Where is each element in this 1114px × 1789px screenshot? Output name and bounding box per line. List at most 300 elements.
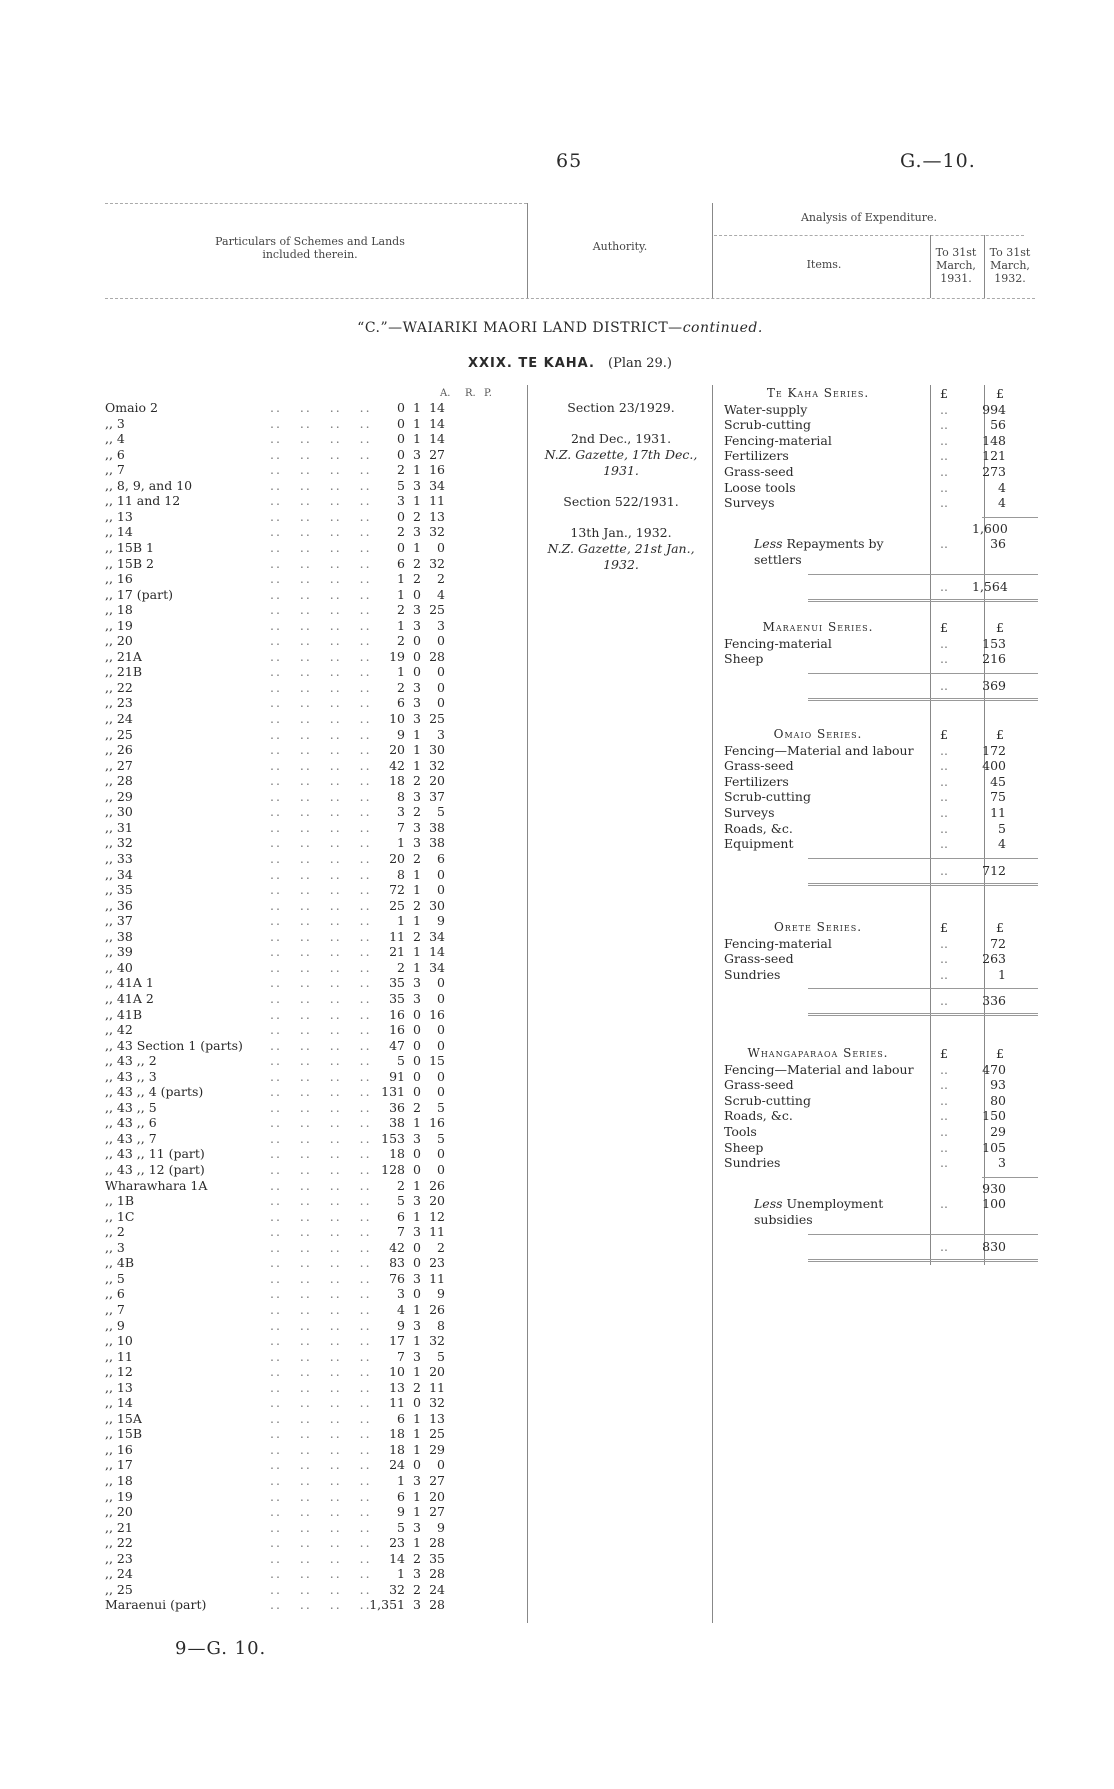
- leader-dots: .. .. .. ..: [270, 1193, 372, 1209]
- area-perches: 14: [429, 415, 445, 431]
- leader-dots: .. .. .. ..: [270, 400, 372, 415]
- block-name: ,, 18: [105, 1473, 133, 1488]
- area-roods: 0: [413, 633, 421, 649]
- expense-1932: 4: [998, 479, 1006, 495]
- block-name: ,, 14: [105, 1395, 133, 1411]
- area-perches: 32: [429, 757, 445, 773]
- leader-dots: .. .. .. ..: [270, 819, 372, 835]
- block-name: ,, 7: [105, 1301, 125, 1317]
- less-deduction-value: 100: [982, 1196, 1006, 1212]
- block-name: ,, 40: [105, 959, 133, 975]
- area-acres: 1: [397, 571, 405, 587]
- area-acres: 1: [397, 664, 405, 680]
- area-perches: 32: [429, 1395, 445, 1411]
- area-perches: 9: [437, 913, 445, 929]
- leader-dots: .. .. .. ..: [270, 602, 372, 618]
- area-roods: 0: [413, 1037, 421, 1053]
- header-authority: Authority.: [592, 240, 648, 253]
- block-name: ,, 43 ,, 2: [105, 1053, 157, 1069]
- area-acres: 18: [389, 773, 405, 789]
- expense-1931: ..: [940, 432, 948, 448]
- block-name: ,, 16: [105, 1441, 133, 1457]
- expense-1932: 45: [990, 773, 1006, 789]
- expense-item-label: Fertilizers: [724, 773, 789, 789]
- block-row: [105, 1473, 525, 1489]
- area-perches: 9: [437, 1286, 445, 1302]
- area-roods: 1: [413, 1177, 421, 1193]
- area-perches: 11: [429, 1270, 445, 1286]
- block-name: ,, 4: [105, 431, 125, 447]
- block-name: ,, 39: [105, 944, 133, 960]
- subtotal-rule: [982, 517, 1038, 518]
- area-roods: 0: [413, 664, 421, 680]
- area-perches: 3: [437, 726, 445, 742]
- area-roods: 3: [413, 446, 421, 462]
- area-perches: 16: [429, 462, 445, 478]
- total-rule-top: [808, 858, 1038, 859]
- area-roods: 2: [413, 928, 421, 944]
- currency-1931: £: [940, 386, 948, 401]
- area-roods: 0: [413, 1286, 421, 1302]
- block-row: [105, 1411, 525, 1427]
- expense-item-label: Tools: [724, 1124, 757, 1139]
- series-total: 712: [982, 862, 1006, 878]
- area-perches: 0: [437, 1457, 445, 1473]
- area-acres: 9: [397, 726, 405, 742]
- expense-1931: ..: [940, 495, 948, 511]
- expense-1931: ..: [940, 935, 948, 951]
- leader-dots: .. .. .. ..: [270, 664, 372, 680]
- leader-dots: .. .. .. ..: [270, 524, 372, 540]
- area-acres: 3: [397, 804, 405, 820]
- block-name: ,, 43 ,, 4 (parts): [105, 1084, 204, 1100]
- expense-item-label: Fencing—Material and labour: [724, 742, 914, 758]
- area-perches: 11: [429, 493, 445, 509]
- leader-dots: .. .. .. ..: [270, 773, 372, 789]
- header-analysis: Analysis of Expenditure.: [800, 211, 937, 224]
- leader-dots: .. .. .. ..: [270, 1566, 372, 1582]
- area-roods: 1: [413, 1301, 421, 1317]
- leader-dots: .. .. .. ..: [270, 1410, 372, 1426]
- expense-1931: ..: [940, 1061, 948, 1077]
- area-acres: 3: [397, 493, 405, 509]
- block-name: ,, 12: [105, 1364, 133, 1380]
- expense-1932: 29: [990, 1124, 1006, 1139]
- area-acres: 0: [397, 446, 405, 462]
- area-acres: 17: [389, 1333, 405, 1348]
- expense-1932: 172: [982, 742, 1006, 758]
- area-perches: 38: [429, 835, 445, 851]
- total-rule-top: [808, 988, 1038, 989]
- area-acres: 16: [389, 1006, 405, 1022]
- leader-dots: .. .. .. ..: [270, 1550, 372, 1566]
- block-name: ,, 22: [105, 1535, 133, 1551]
- area-acres: 72: [389, 882, 405, 898]
- area-perches: 12: [429, 1208, 445, 1224]
- block-row: [105, 680, 525, 696]
- area-perches: 16: [429, 1006, 445, 1022]
- expense-1931: ..: [940, 758, 948, 774]
- block-row: [105, 1193, 525, 1209]
- expense-item-label: Scrub-cutting: [724, 789, 811, 805]
- leader-dots: .. .. .. ..: [270, 1224, 372, 1240]
- leader-dots: .. .. .. ..: [270, 446, 372, 462]
- area-roods: 1: [413, 726, 421, 742]
- area-roods: 1: [413, 1364, 421, 1380]
- area-acres: 2: [397, 524, 405, 540]
- expense-item-label: Grass-seed: [724, 1077, 794, 1093]
- block-name: ,, 21B: [105, 664, 143, 680]
- scheme-heading: [360, 352, 780, 371]
- area-roods: 3: [413, 1270, 421, 1286]
- block-name: Maraenui (part): [105, 1597, 207, 1613]
- area-acres: 13: [389, 1379, 405, 1395]
- area-roods: 1: [413, 415, 421, 431]
- less-1931: ..: [940, 536, 948, 552]
- area-perches: 30: [429, 742, 445, 758]
- series-total-1931: ..: [940, 862, 948, 878]
- block-name: ,, 38: [105, 928, 133, 944]
- less-deduction-value: 36: [990, 536, 1006, 552]
- block-name: ,, 24: [105, 1566, 133, 1582]
- block-name: ,, 14: [105, 524, 133, 540]
- expense-1931: ..: [940, 773, 948, 789]
- leader-dots: .. .. .. ..: [270, 975, 372, 991]
- area-perches: 5: [437, 1099, 445, 1115]
- expense-1931: ..: [940, 1092, 948, 1108]
- block-row: [105, 400, 525, 416]
- leader-dots: .. .. .. ..: [270, 1084, 372, 1100]
- leader-dots: .. .. .. ..: [270, 477, 372, 493]
- area-acres: 1: [397, 586, 405, 602]
- area-acres: 47: [389, 1037, 405, 1053]
- expense-item-label: Fencing—Material and labour: [724, 1061, 914, 1077]
- block-name: ,, 43 ,, 6: [105, 1115, 157, 1131]
- area-perches: 32: [429, 1333, 445, 1348]
- leader-dots: .. .. .. ..: [270, 897, 372, 913]
- area-roods: 1: [413, 742, 421, 758]
- series-title: Maraenui Series.: [762, 620, 874, 634]
- block-row: [105, 1333, 525, 1349]
- area-acres: 20: [389, 851, 405, 866]
- expense-1931: ..: [940, 479, 948, 495]
- area-roods: 2: [413, 1550, 421, 1566]
- header-divider-3: [930, 235, 931, 298]
- area-acres: 24: [389, 1457, 405, 1473]
- block-row: [105, 602, 525, 618]
- blocks-list: [105, 400, 525, 1625]
- currency-1932: £: [996, 620, 1004, 635]
- block-name: ,, 25: [105, 726, 133, 742]
- area-roods: 0: [413, 1146, 421, 1162]
- block-row: [105, 804, 525, 820]
- block-row: [105, 758, 525, 774]
- area-roods: 3: [413, 1193, 421, 1209]
- leader-dots: .. .. .. ..: [270, 617, 372, 633]
- area-perches: 29: [429, 1441, 445, 1457]
- block-row: [105, 711, 525, 727]
- leader-dots: .. .. .. ..: [270, 1130, 372, 1146]
- area-acres: 10: [389, 1364, 405, 1380]
- expense-1931: ..: [940, 1139, 948, 1155]
- block-row: [105, 1395, 525, 1411]
- series-total-1931: ..: [940, 677, 948, 693]
- expense-item-label: Sundries: [724, 1155, 781, 1171]
- series-title: Orete Series.: [773, 920, 863, 934]
- series-total-1931: ..: [940, 578, 948, 594]
- area-roods: 3: [413, 679, 421, 695]
- expense-1931: ..: [940, 464, 948, 479]
- leader-dots: .. .. .. ..: [270, 1488, 372, 1504]
- area-perches: 0: [437, 1084, 445, 1100]
- leader-dots: .. .. .. ..: [270, 1053, 372, 1069]
- area-acres: 14: [389, 1550, 405, 1566]
- less-1931: ..: [940, 1196, 948, 1212]
- area-perches: 28: [429, 1597, 445, 1613]
- leader-dots: .. .. .. ..: [270, 835, 372, 851]
- area-acres: 0: [397, 540, 405, 555]
- header-divider-2: [712, 203, 713, 298]
- header-divider-4: [984, 235, 985, 298]
- leader-dots: .. .. .. ..: [270, 1286, 372, 1302]
- leader-dots: .. .. .. ..: [270, 1348, 372, 1364]
- area-roods: 0: [413, 1053, 421, 1069]
- area-roods: 3: [413, 524, 421, 540]
- block-row: [105, 447, 525, 463]
- header-col-1932: To 31st March, 1932.: [989, 246, 1031, 285]
- leader-dots: .. .. .. ..: [270, 1068, 372, 1084]
- body-divider-2: [712, 385, 713, 1623]
- leader-dots: .. .. .. ..: [270, 742, 372, 758]
- area-perches: 20: [429, 1193, 445, 1209]
- block-row: [105, 633, 525, 649]
- leader-dots: .. .. .. ..: [270, 1364, 372, 1380]
- block-row: [105, 820, 525, 836]
- area-perches: 0: [437, 882, 445, 898]
- expense-1932: 400: [982, 758, 1006, 774]
- leader-dots: .. .. .. ..: [270, 415, 372, 431]
- leader-dots: .. .. .. ..: [270, 1239, 372, 1255]
- area-acres: 7: [397, 819, 405, 835]
- leader-dots: .. .. .. ..: [270, 555, 372, 571]
- area-roods: 0: [413, 648, 421, 664]
- currency-1932: £: [996, 1046, 1004, 1061]
- authority-6-text: N.Z. Gazette, 21st Jan., 1932.: [547, 541, 695, 572]
- area-perches: 11: [429, 1224, 445, 1240]
- area-acres: 38: [389, 1115, 405, 1131]
- expense-item-label: Fertilizers: [724, 448, 789, 464]
- area-perches: 3: [437, 617, 445, 633]
- area-roods: 2: [413, 1099, 421, 1115]
- block-row: [105, 649, 525, 665]
- expense-1932: 121: [982, 448, 1006, 464]
- block-row: [105, 540, 525, 556]
- expense-1932: 56: [990, 417, 1006, 433]
- leader-dots: .. .. .. ..: [270, 757, 372, 773]
- expenditure-series: [718, 380, 1038, 1280]
- block-name: ,, 15B 2: [105, 555, 154, 571]
- area-roods: 3: [413, 711, 421, 726]
- block-name: ,, 23: [105, 695, 133, 711]
- block-name: ,, 3: [105, 1239, 125, 1255]
- area-perches: 0: [437, 695, 445, 711]
- header-col-1931: To 31st March, 1931.: [935, 246, 977, 285]
- area-roods: 1: [413, 400, 421, 415]
- block-row: [105, 1489, 525, 1505]
- area-roods: 3: [413, 477, 421, 493]
- block-row: [105, 960, 525, 976]
- currency-1931: £: [940, 727, 948, 742]
- block-row: [105, 773, 525, 789]
- area-perches: 24: [429, 1581, 445, 1597]
- area-perches: 27: [429, 1473, 445, 1488]
- leader-dots: .. .. .. ..: [270, 1504, 372, 1519]
- block-name: ,, 8, 9, and 10: [105, 477, 193, 493]
- block-name: ,, 3: [105, 415, 125, 431]
- area-acres: 2: [397, 633, 405, 649]
- header-divider-1: [527, 203, 528, 298]
- area-roods: 1: [413, 1208, 421, 1224]
- block-name: ,, 43 ,, 7: [105, 1130, 157, 1146]
- area-roods: 1: [413, 462, 421, 478]
- area-perches: 15: [429, 1053, 445, 1069]
- area-perches: 37: [429, 788, 445, 804]
- authority-2: 2nd Dec., 1931.: [570, 431, 672, 446]
- block-row: [105, 1504, 525, 1520]
- expense-item-label: Equipment: [724, 836, 794, 852]
- expense-1932: 11: [990, 805, 1006, 820]
- block-row: [105, 742, 525, 758]
- expense-item-label: Grass-seed: [724, 758, 794, 774]
- area-perches: 20: [429, 1488, 445, 1504]
- block-name: ,, 21: [105, 1519, 133, 1535]
- block-name: ,, 5: [105, 1270, 125, 1286]
- series-title: Te Kaha Series.: [766, 386, 870, 400]
- area-perches: 34: [429, 477, 445, 493]
- less-deduction-label: Less Repayments by settlers: [754, 536, 884, 567]
- area-acres: 25: [389, 897, 405, 913]
- expense-1931: ..: [940, 805, 948, 820]
- area-perches: 25: [429, 602, 445, 618]
- expense-1932: 80: [990, 1092, 1006, 1108]
- area-perches: 35: [429, 1550, 445, 1566]
- area-acres: 0: [397, 400, 405, 415]
- header-items: Items.: [806, 258, 842, 271]
- leader-dots: .. .. .. ..: [270, 462, 372, 478]
- block-name: ,, 37: [105, 913, 133, 929]
- block-row: [105, 1551, 525, 1567]
- area-roods: 1: [413, 757, 421, 773]
- block-row: [105, 556, 525, 572]
- block-name: ,, 30: [105, 804, 133, 820]
- body-divider-1: [527, 385, 528, 1623]
- area-roods: 0: [413, 1068, 421, 1084]
- area-perches: 32: [429, 524, 445, 540]
- block-row: [105, 1209, 525, 1225]
- area-roods: 2: [413, 897, 421, 913]
- currency-1931: £: [940, 920, 948, 935]
- expense-1931: ..: [940, 417, 948, 433]
- area-acres: 1,351: [369, 1597, 405, 1613]
- leader-dots: .. .. .. ..: [270, 711, 372, 726]
- area-acres: 4: [397, 1301, 405, 1317]
- header-bottom-rule: [105, 298, 1035, 299]
- scheme-title: XXIX. TE KAHA.: [468, 356, 595, 371]
- expense-1931: ..: [940, 1077, 948, 1093]
- series-total: 369: [982, 677, 1006, 693]
- leader-dots: .. .. .. ..: [270, 695, 372, 711]
- leader-dots: .. .. .. ..: [270, 1255, 372, 1271]
- area-perches: 5: [437, 804, 445, 820]
- area-perches: 25: [429, 1426, 445, 1442]
- block-name: ,, 7: [105, 462, 125, 478]
- area-perches: 28: [429, 1566, 445, 1582]
- block-row: [105, 867, 525, 883]
- block-name: ,, 18: [105, 602, 133, 618]
- currency-1932: £: [996, 386, 1004, 401]
- leader-dots: .. .. .. ..: [270, 1597, 372, 1613]
- area-acres: 7: [397, 1348, 405, 1364]
- block-name: ,, 31: [105, 819, 133, 835]
- area-perches: 34: [429, 959, 445, 975]
- area-roods: 2: [413, 804, 421, 820]
- area-roods: 1: [413, 1115, 421, 1131]
- leader-dots: .. .. .. ..: [270, 1022, 372, 1037]
- area-perches: 4: [437, 586, 445, 602]
- area-perches: 20: [429, 1364, 445, 1380]
- block-name: Omaio 2: [105, 400, 159, 415]
- block-row: [105, 835, 525, 851]
- block-row: [105, 727, 525, 743]
- block-row: [105, 1146, 525, 1162]
- block-name: ,, 13: [105, 508, 133, 524]
- block-name: ,, 25: [105, 1581, 133, 1597]
- block-row: [105, 1364, 525, 1380]
- block-name: ,, 16: [105, 571, 133, 587]
- expense-item-label: Roads, &c.: [724, 1108, 793, 1124]
- block-name: ,, 29: [105, 788, 133, 804]
- block-name: ,, 41A 1: [105, 975, 154, 991]
- block-name: ,, 11: [105, 1348, 133, 1364]
- block-row: [105, 789, 525, 805]
- area-acres: 9: [397, 1317, 405, 1333]
- expense-1932: 5: [998, 820, 1006, 836]
- leader-dots: .. .. .. ..: [270, 1457, 372, 1473]
- block-row: [105, 1582, 525, 1598]
- area-perches: 27: [429, 1504, 445, 1519]
- block-name: ,, 17: [105, 1457, 133, 1473]
- expense-1932: 994: [982, 401, 1006, 417]
- leader-dots: .. .. .. ..: [270, 990, 372, 1006]
- less-word: Less: [754, 1196, 783, 1212]
- leader-dots: .. .. .. ..: [270, 1162, 372, 1177]
- block-row: [105, 1240, 525, 1256]
- expense-1931: ..: [940, 836, 948, 852]
- block-row: [105, 462, 525, 478]
- expense-item-label: Scrub-cutting: [724, 1092, 811, 1108]
- area-acres: 1: [397, 1566, 405, 1582]
- expense-1932: 216: [982, 651, 1006, 667]
- leader-dots: .. .. .. ..: [270, 1270, 372, 1286]
- block-name: ,, 33: [105, 851, 133, 866]
- block-row: [105, 1457, 525, 1473]
- block-name: ,, 43 ,, 12 (part): [105, 1162, 205, 1177]
- area-roods: 2: [413, 1581, 421, 1597]
- area-roods: 1: [413, 431, 421, 447]
- block-name: ,, 15A: [105, 1410, 142, 1426]
- block-name: ,, 9: [105, 1317, 125, 1333]
- area-acres: 6: [397, 555, 405, 571]
